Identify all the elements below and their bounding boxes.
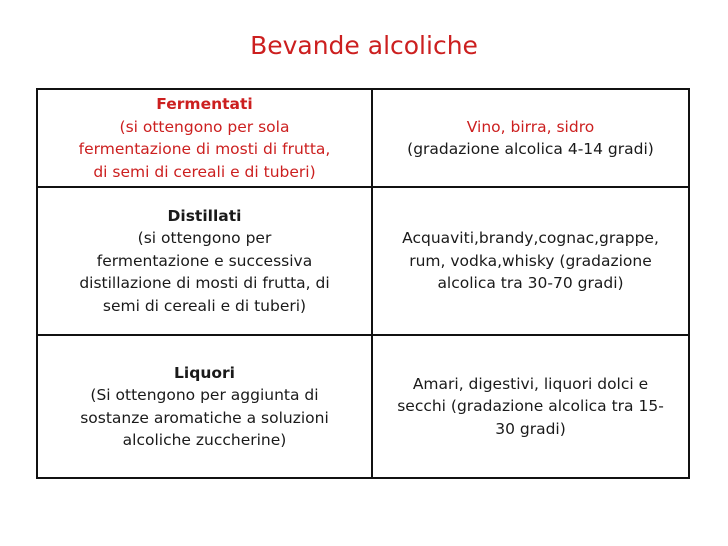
examples-line: 30 gradi) — [495, 419, 566, 438]
category-description-line: semi di cereali e di tuberi) — [102, 296, 307, 315]
category-description-line: (si ottengono per sola — [119, 117, 290, 136]
examples-line: (gradazione alcolica 4-14 gradi) — [407, 140, 654, 158]
examples-cell-distillati — [372, 187, 689, 335]
page-title: Bevande alcoliche — [250, 31, 478, 60]
category-heading: Fermentati — [156, 95, 253, 113]
beverages-table — [36, 88, 690, 479]
category-heading: Liquori — [174, 363, 235, 382]
category-description-line: sostanze aromatiche a soluzioni — [80, 408, 329, 427]
category-description-line: alcoliche zuccherine) — [122, 431, 287, 449]
category-description-line: (si ottengono per — [137, 229, 272, 248]
examples-cell-fermentati — [372, 89, 689, 187]
category-description-line: distillazione di mosti di frutta, di — [79, 274, 330, 293]
category-description-line: fermentazione di mosti di frutta, — [78, 140, 331, 158]
table-row-fermentati — [37, 89, 689, 187]
category-description-line: fermentazione e successiva — [96, 251, 313, 270]
examples-line: Vino, birra, sidro — [466, 117, 595, 136]
examples-cell-liquori — [372, 335, 689, 478]
examples-line: secchi (gradazione alcolica tra 15- — [397, 397, 664, 416]
table-row-liquori — [37, 335, 689, 478]
examples-line: Acquaviti,brandy,cognac,grappe, — [402, 229, 659, 248]
table-row-distillati — [37, 187, 689, 335]
category-description-line: (Si ottengono per aggiunta di — [90, 386, 319, 404]
examples-line: Amari, digestivi, liquori dolci e — [412, 374, 649, 393]
category-heading: Distillati — [167, 206, 242, 225]
examples-line: rum, vodka,whisky (gradazione — [409, 251, 652, 270]
category-cell-distillati — [37, 187, 372, 335]
examples-line: alcolica tra 30-70 gradi) — [437, 274, 624, 293]
category-description-line: di semi di cereali e di tuberi) — [93, 162, 316, 181]
category-cell-liquori — [37, 335, 372, 478]
category-cell-fermentati — [37, 89, 372, 187]
